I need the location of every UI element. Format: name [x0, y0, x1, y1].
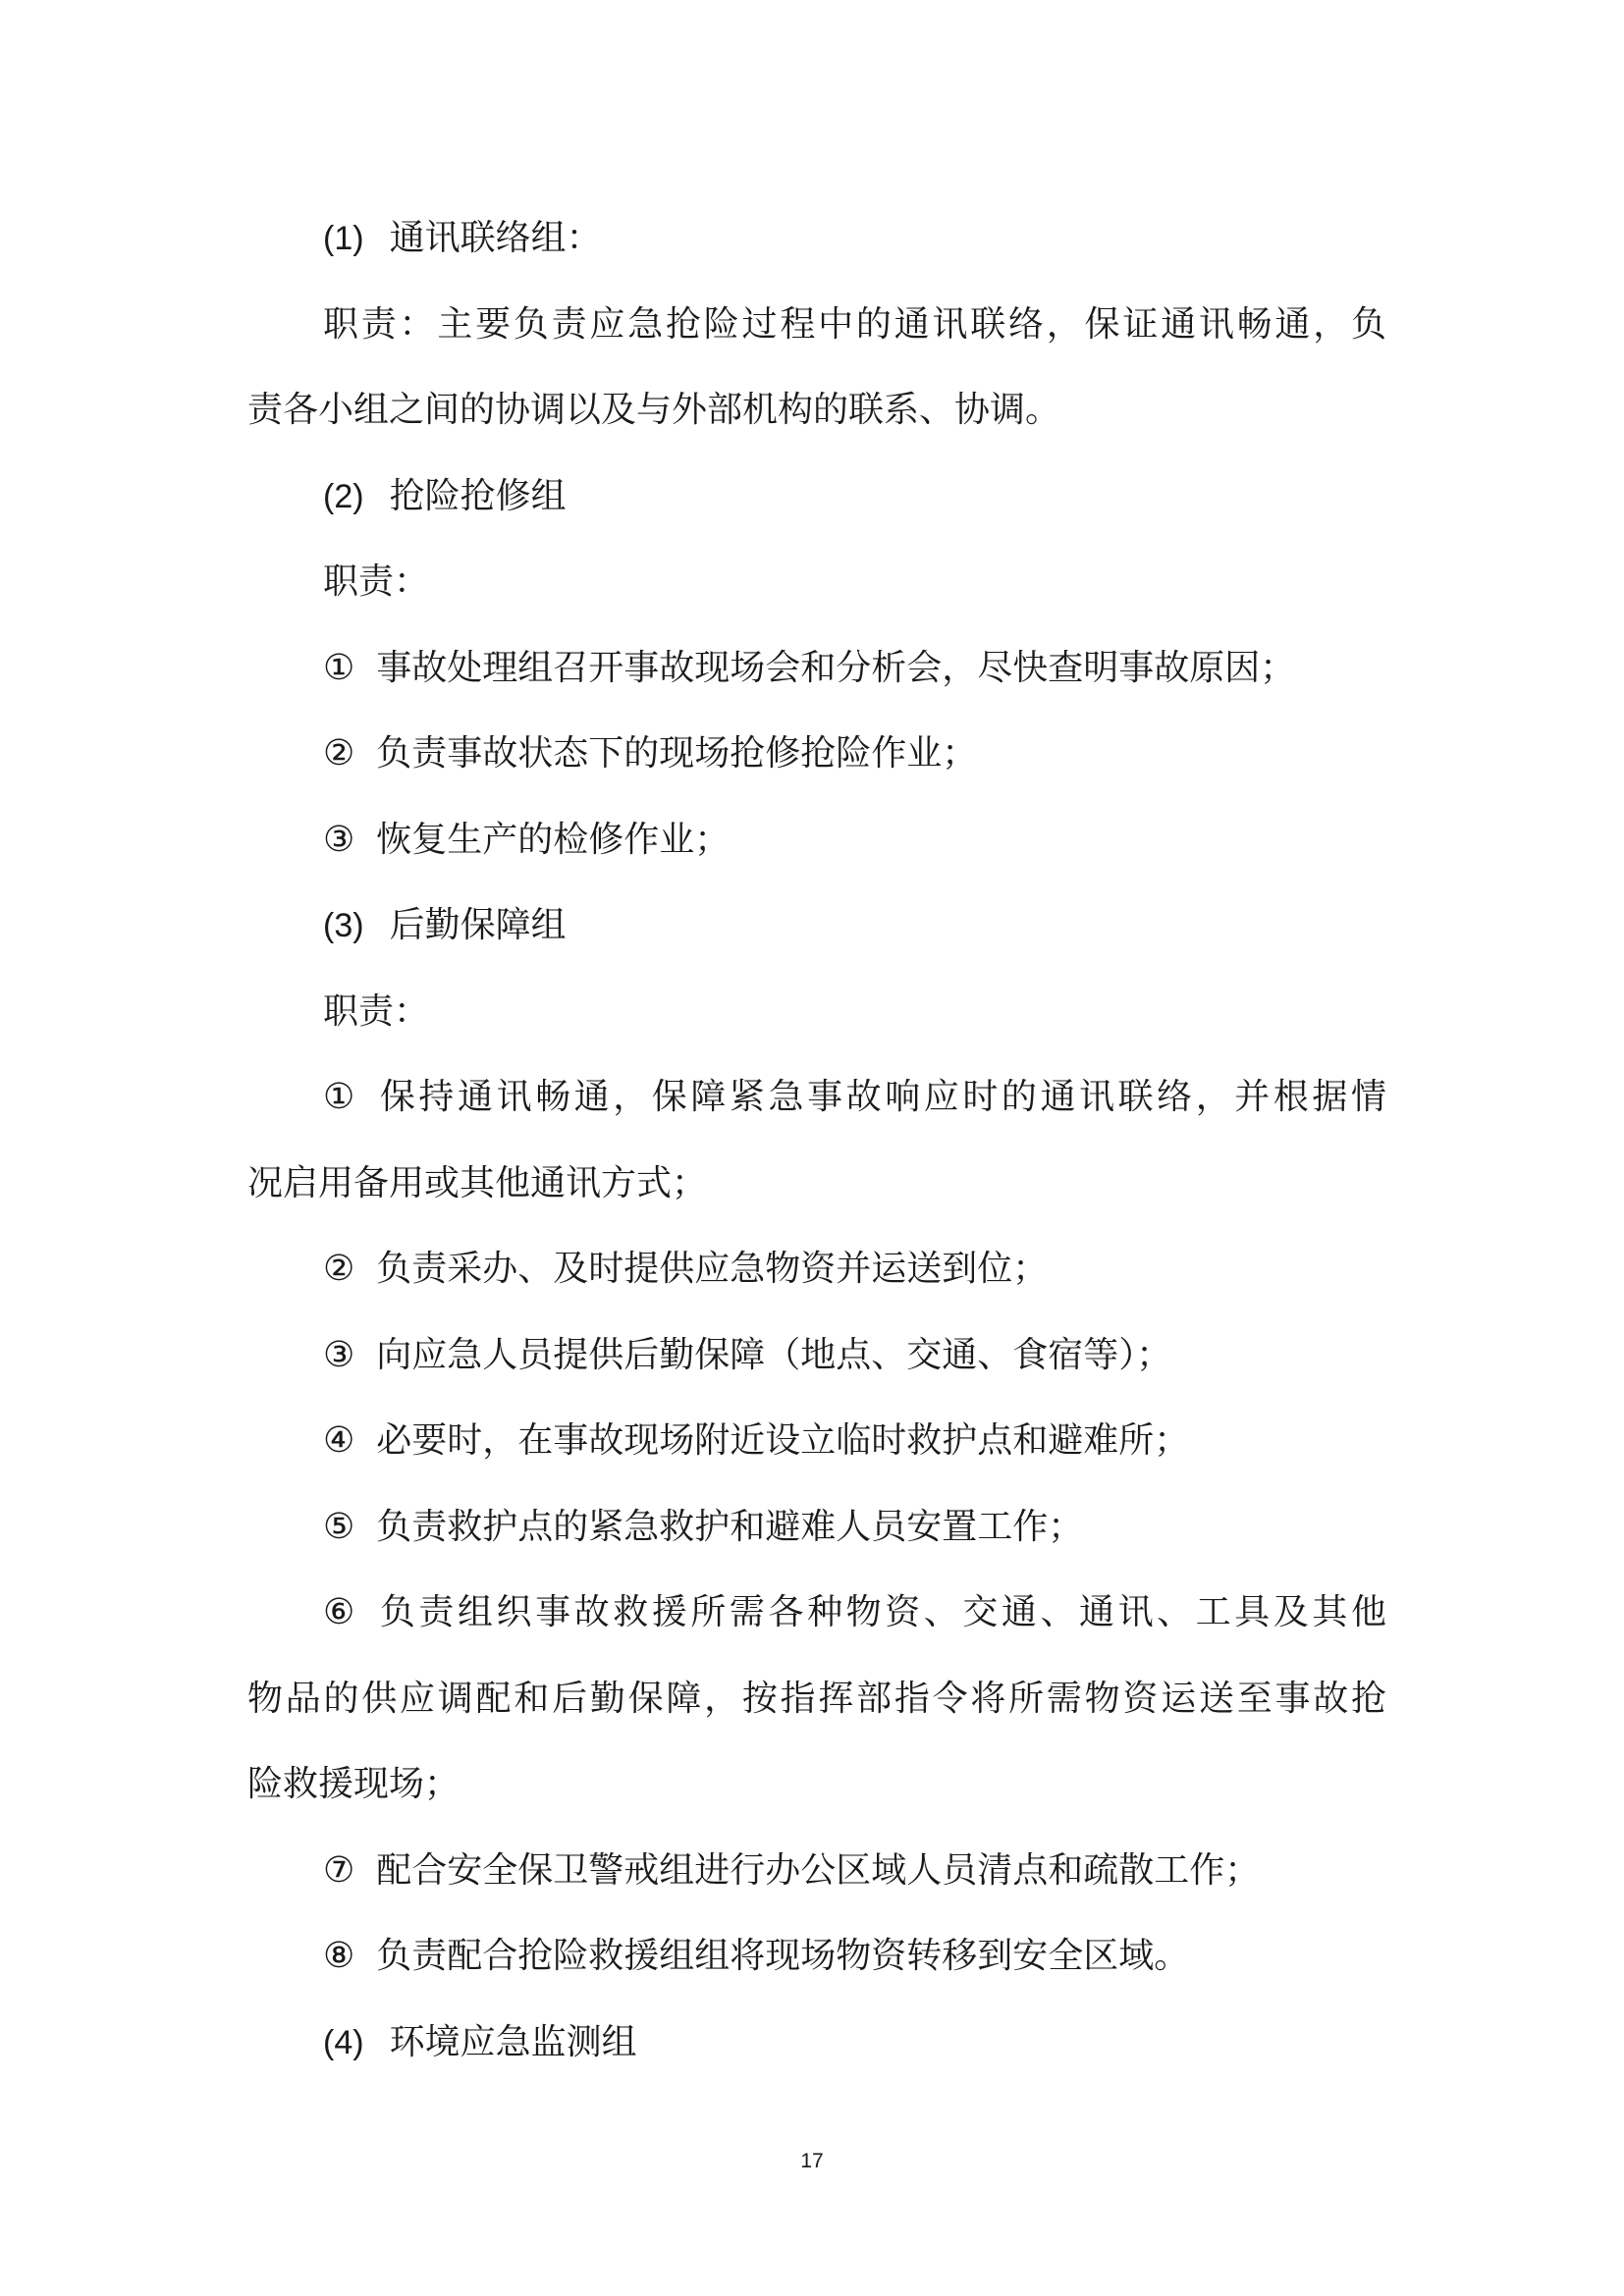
section-number: (1) [323, 220, 364, 257]
paragraph-line: 职责：主要负责应急抢险过程中的通讯联络，保证通讯畅通，负 [323, 303, 1386, 345]
list-item [247, 726, 1386, 813]
list-marker: ④ [323, 1420, 355, 1461]
list-item [247, 1843, 1386, 1930]
list-item-text: 恢复生产的检修作业； [376, 819, 731, 860]
section-title: 抢险抢修组 [389, 475, 567, 516]
section-number: (4) [323, 2023, 364, 2061]
section-number: (2) [323, 477, 364, 515]
list-item-continuation: 物品的供应调配和后勤保障，按指挥部指令将所需物资运送至事故抢 [247, 1678, 1386, 1719]
section-title: 通讯联络组： [389, 218, 602, 258]
list-marker: ⑦ [323, 1849, 355, 1891]
list-item [247, 1328, 1386, 1415]
list-item [247, 1242, 1386, 1328]
list-item-text: 必要时，在事故现场附近设立临时救护点和避难所； [376, 1420, 1190, 1461]
page-number: 17 [800, 2150, 824, 2172]
list-item [247, 1414, 1386, 1500]
section-title: 环境应急监测组 [389, 2021, 637, 2062]
list-item [247, 1585, 1386, 1672]
list-item [247, 1929, 1386, 2015]
list-item-text: 负责救护点的紧急救护和避难人员安置工作； [376, 1506, 1084, 1547]
list-marker: ② [323, 1249, 355, 1289]
list-item-text: 负责事故状态下的现场抢修抢险作业； [376, 733, 978, 774]
list-item-text: 负责组织事故救援所需各种物资、交通、通讯、工具及其他 [379, 1592, 1386, 1632]
list-marker: ① [323, 1077, 358, 1117]
section-heading-4 [247, 2015, 1386, 2102]
list-item-text: 向应急人员提供后勤保障（地点、交通、食宿等）； [376, 1334, 1172, 1375]
list-item-continuation: 况启用备用或其他通讯方式； [247, 1162, 708, 1203]
list-item [247, 1070, 1386, 1156]
list-item [247, 1500, 1386, 1586]
page-content [247, 211, 1386, 2101]
list-item-text: 配合安全保卫警戒组进行办公区域人员清点和疏散工作； [376, 1849, 1261, 1891]
list-marker: ⑧ [323, 1936, 355, 1976]
list-item-continuation: 险救援现场； [247, 1764, 460, 1804]
section-heading-3 [247, 898, 1386, 985]
list-item-text: 负责配合抢险救援组组将现场物资转移到安全区域。 [376, 1936, 1190, 1976]
list-item [247, 641, 1386, 727]
list-marker: ③ [323, 1334, 355, 1375]
duty-label: 职责： [323, 990, 430, 1032]
list-marker: ⑤ [323, 1506, 355, 1547]
list-item [247, 813, 1386, 899]
list-item-text: 保持通讯畅通，保障紧急事故响应时的通讯联络，并根据情 [379, 1077, 1386, 1117]
list-marker: ② [323, 733, 355, 774]
list-marker: ⑥ [323, 1592, 358, 1632]
list-marker: ① [323, 647, 355, 688]
section-title: 后勤保障组 [389, 905, 567, 945]
list-marker: ③ [323, 819, 355, 860]
duty-label: 职责： [323, 561, 430, 602]
paragraph-line: 责各小组之间的协调以及与外部机构的联系、协调。 [247, 390, 1061, 430]
section-number: (3) [323, 907, 364, 944]
list-item-text: 负责采办、及时提供应急物资并运送到位； [376, 1249, 1049, 1289]
section-heading-2 [247, 469, 1386, 556]
section-heading-1 [247, 211, 1386, 297]
list-item-text: 事故处理组召开事故现场会和分析会，尽快查明事故原因； [376, 647, 1296, 688]
